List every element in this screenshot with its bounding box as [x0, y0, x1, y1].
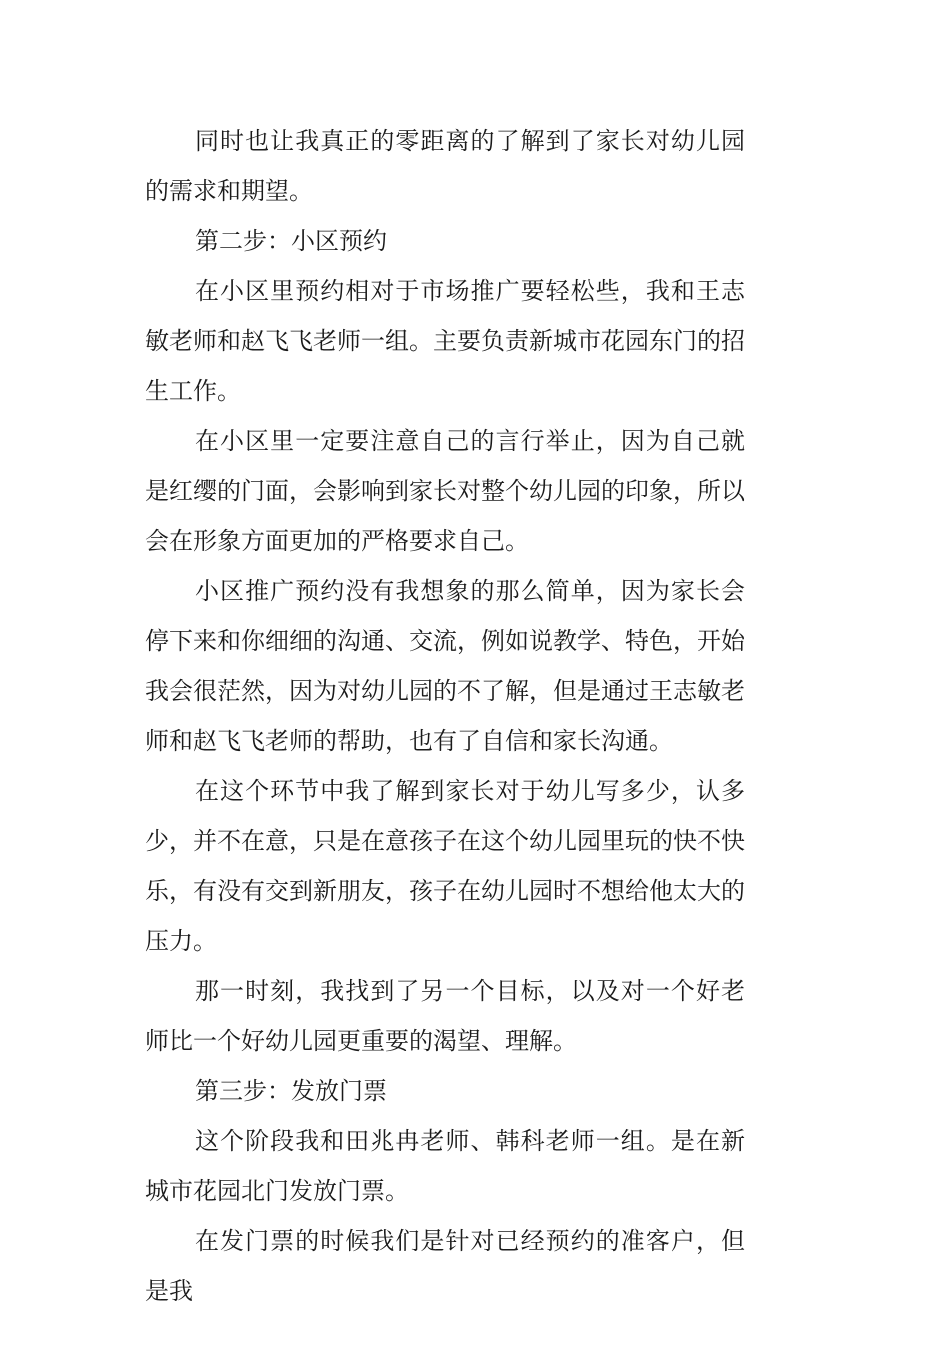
paragraph-7: 那一时刻，我找到了另一个目标，以及对一个好老师比一个好幼儿园更重要的渴望、理解。	[145, 977, 745, 1055]
document-body	[145, 116, 745, 1316]
paragraph-1: 同时也让我真正的零距离的了解到了家长对幼儿园的需求和期望。	[145, 127, 745, 205]
paragraph-6: 在这个环节中我了解到家长对于幼儿写多少，认多少，并不在意，只是在意孩子在这个幼儿园里玩的快不快乐，有没有交到新朋友，孩子在幼儿园时不想给他太大的压力。	[145, 777, 745, 955]
paragraph-3: 在小区里预约相对于市场推广要轻松些，我和王志敏老师和赵飞飞老师一组。主要负责新城市花园东门的招生工作。	[145, 277, 745, 405]
section-heading-step-3: 第三步：发放门票	[195, 1077, 387, 1105]
paragraph-9: 这个阶段我和田兆冉老师、韩科老师一组。是在新城市花园北门发放门票。	[145, 1127, 745, 1205]
section-heading-step-2: 第二步：小区预约	[195, 227, 387, 255]
paragraph-4: 在小区里一定要注意自己的言行举止，因为自己就是红缨的门面，会影响到家长对整个幼儿园的印象，所以会在形象方面更加的严格要求自己。	[145, 427, 745, 555]
paragraph-5: 小区推广预约没有我想象的那么简单，因为家长会停下来和你细细的沟通、交流，例如说教学、特色，开始我会很茫然，因为对幼儿园的不了解，但是通过王志敏老师和赵飞飞老师的帮助，也有了自信和家长沟通。	[145, 577, 745, 755]
paragraph-10: 在发门票的时候我们是针对已经预约的准客户，但是我	[145, 1227, 745, 1305]
